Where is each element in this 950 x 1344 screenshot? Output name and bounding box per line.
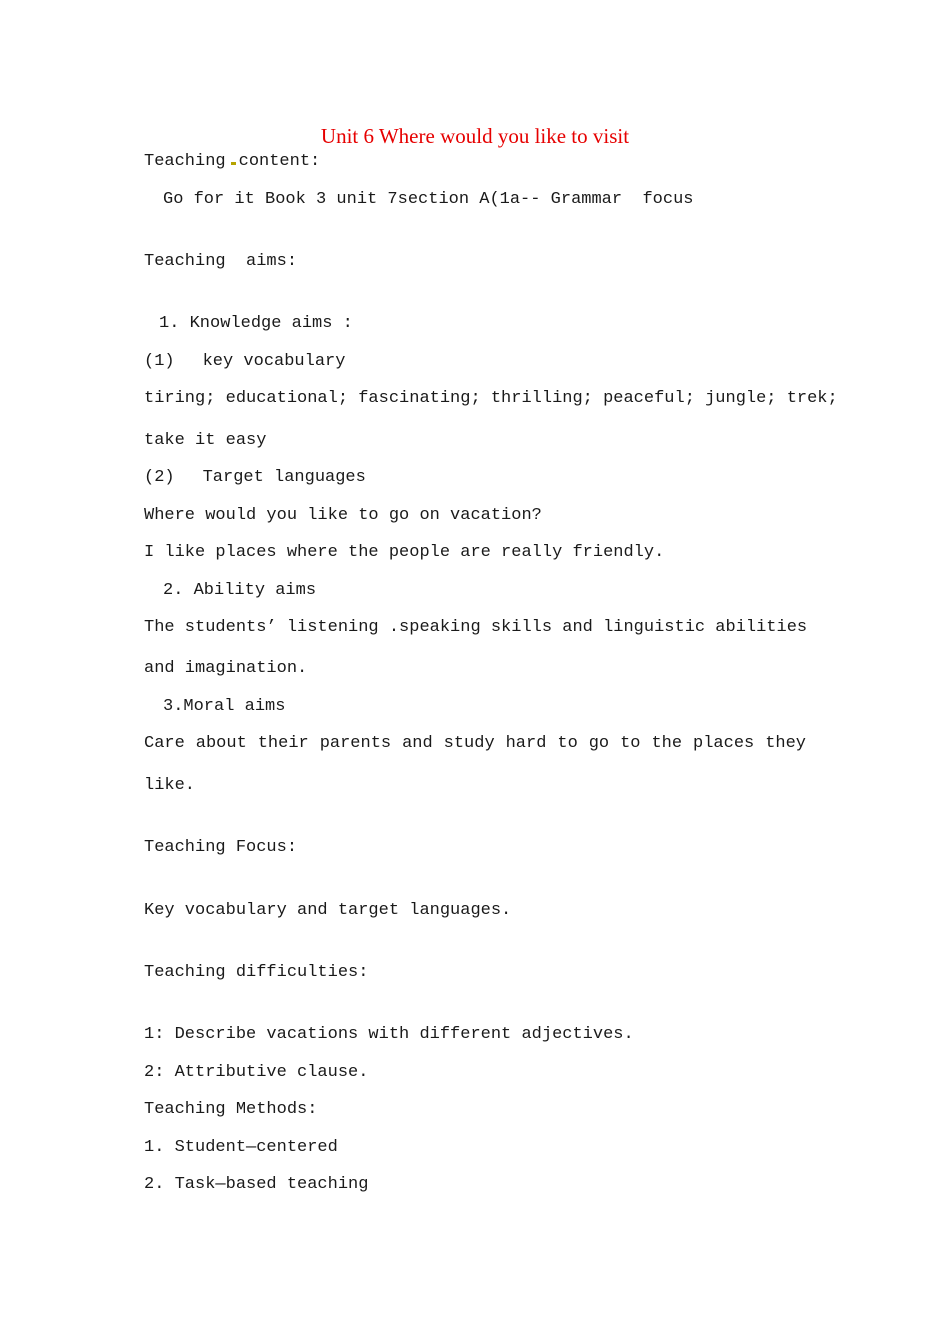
heading-word: content: [238,152,321,171]
item-label: Target languages [202,468,366,487]
teaching-content-heading [144,151,320,173]
page-title: Unit 6 Where would you like to visit [320,124,630,148]
moral-aims-heading: 3.Moral aims [163,697,286,716]
vocabulary-line: take it easy [144,431,267,450]
difficulties-heading: Teaching difficulties: [144,963,369,982]
item-label: key vocabulary [202,352,346,371]
vocabulary-line: tiring; educational; fascinating; thrilling; peaceful; jungle; trek; [144,389,838,408]
item-number: (2) [144,468,175,487]
method-item: 2. Task—based teaching [144,1175,369,1194]
moral-line: like. [144,776,196,795]
key-vocabulary-heading [144,351,345,373]
focus-line: Key vocabulary and target languages. [144,901,512,920]
heading-word: Teaching [144,152,226,171]
difficulty-item: 1: Describe vacations with different adjectives. [144,1025,634,1044]
content-line: Go for it Book 3 unit 7section A(1a-- Grammar focus [163,190,694,209]
methods-heading: Teaching Methods: [144,1100,318,1119]
focus-heading: Teaching Focus: [144,838,298,857]
knowledge-aims-heading: 1. Knowledge aims : [159,314,353,333]
item-number: (1) [144,352,175,371]
ability-line: and imagination. [144,659,308,678]
target-languages-heading [144,467,366,489]
marker-dot [231,162,236,165]
target-question: Where would you like to go on vacation? [144,506,542,525]
target-answer: I like places where the people are really friendly. [144,543,665,562]
ability-aims-heading: 2. Ability aims [163,581,317,600]
aims-heading: Teaching aims: [144,252,298,271]
method-item: 1. Student—centered [144,1138,338,1157]
difficulty-item: 2: Attributive clause. [144,1063,369,1082]
moral-line: Care about their parents and study hard to go to the places they [144,734,806,753]
ability-line: The students’ listening .speaking skills and linguistic abilities [144,618,808,637]
